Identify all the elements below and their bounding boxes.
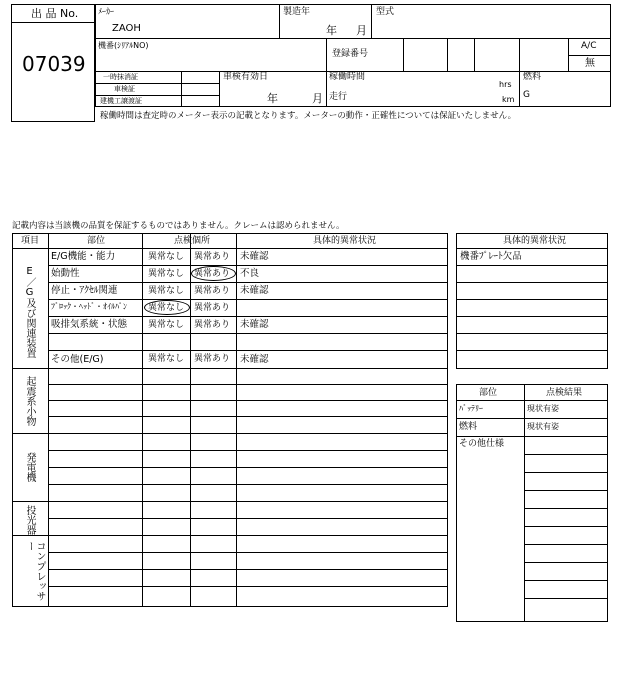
row-kekka: 現状有姿 — [527, 404, 559, 413]
group-toko: 投光器 — [24, 505, 35, 535]
ari-option[interactable]: 異常あり — [194, 252, 231, 262]
nashi-option[interactable]: 異常なし — [148, 320, 185, 330]
nenryo-label: 燃料 — [523, 72, 542, 82]
nashi-option[interactable]: 異常なし — [148, 269, 185, 279]
seizo-tsuki: 月 — [356, 24, 367, 37]
kado-label: 稼働時間 — [329, 72, 366, 82]
row-bui: ﾌﾞﾛｯｸ・ﾍｯﾄﾞ・ｵｲﾙﾊﾟﾝ — [51, 302, 127, 311]
row-status: 未確認 — [240, 285, 269, 296]
row-bui: その他仕様 — [459, 439, 505, 449]
shuppin-label: 出 品 No. — [31, 7, 79, 20]
group-hatsuden: 発電機 — [24, 452, 35, 482]
col-tenken: 点検個所 — [174, 236, 211, 246]
row-bui: 燃料 — [459, 422, 478, 432]
soko-label: 走行 — [329, 92, 348, 102]
nashi-option[interactable]: 異常なし — [148, 303, 185, 313]
shaken-tsuki: 月 — [312, 92, 323, 105]
jokoki-label: 建機工譲渡証 — [100, 97, 142, 105]
ichiji-label: 一時抹消証 — [103, 73, 138, 81]
shuppin-number: 07039 — [22, 52, 86, 76]
seizo-nen: 年 — [326, 24, 337, 37]
row-status: 未確認 — [240, 251, 269, 262]
ari-option[interactable]: 異常あり — [194, 303, 231, 313]
right-col-kekka: 点検結果 — [546, 388, 583, 398]
note-claim: 記載内容は当該機の品質を保証するものではありません。クレームは認められません。 — [12, 221, 345, 231]
row-bui: その他(E/G) — [51, 354, 104, 365]
circle-mark — [144, 300, 190, 315]
hrs-unit: hrs — [499, 80, 512, 89]
katashiki-label: 型式 — [376, 7, 395, 17]
circle-mark — [191, 266, 236, 281]
row-status: 未確認 — [240, 319, 269, 330]
note-kado: 稼働時間は査定時のメーター表示の記載となります。メーターの動作・正確性については保証いたしません。 — [100, 111, 517, 121]
nashi-option[interactable]: 異常なし — [148, 286, 185, 296]
ac-value: 無 — [585, 58, 595, 69]
col-bui: 部位 — [87, 236, 106, 246]
shaken-label: 車検有効日 — [223, 72, 269, 82]
right-jokyo-header: 具体的異常状況 — [503, 236, 567, 246]
group-comp: コンプレッサー — [24, 541, 45, 601]
right-jokyo-row: 機番ﾌﾟﾚｰﾄ欠品 — [460, 251, 522, 262]
toroku-label: 登録番号 — [332, 49, 369, 59]
maker-label: ﾒｰｶｰ — [98, 7, 114, 16]
nashi-option[interactable]: 異常なし — [148, 354, 185, 364]
ac-label: A/C — [581, 41, 597, 51]
shaken-nen: 年 — [267, 92, 278, 105]
row-status: 未確認 — [240, 354, 269, 365]
right-col-bui: 部位 — [479, 388, 498, 398]
nashi-option[interactable]: 異常なし — [148, 252, 185, 262]
group-kishin: 起震系小物 — [24, 376, 35, 426]
row-bui: 停止・ｱｸｾﾙ関連 — [51, 285, 118, 296]
maker-value: ZAOH — [112, 23, 141, 34]
row-kekka: 現状有姿 — [527, 422, 559, 431]
shakensho-label: 車検証 — [114, 85, 135, 93]
km-unit: km — [502, 95, 515, 104]
seizo-label: 製造年 — [283, 7, 311, 17]
row-bui: 吸排気系統・状態 — [51, 319, 128, 330]
group-eg: E／G及び関連装置 — [24, 266, 35, 358]
kiban-label: 機番(ｼﾘｱﾙNO) — [98, 41, 149, 50]
row-bui: ﾊﾞｯﾃﾘｰ — [459, 404, 483, 413]
col-jokyo: 具体的異常状況 — [313, 236, 377, 246]
ari-option[interactable]: 異常あり — [194, 286, 231, 296]
ari-option[interactable]: 異常あり — [194, 320, 231, 330]
ari-option[interactable]: 異常あり — [194, 269, 231, 279]
col-koumoku: 項目 — [21, 236, 40, 246]
ari-option[interactable]: 異常あり — [194, 354, 231, 364]
row-bui: 始動性 — [51, 268, 80, 279]
row-status: 不良 — [240, 268, 260, 279]
nenryo-value: G — [523, 90, 530, 100]
row-bui: E/G機能・能力 — [51, 251, 116, 262]
